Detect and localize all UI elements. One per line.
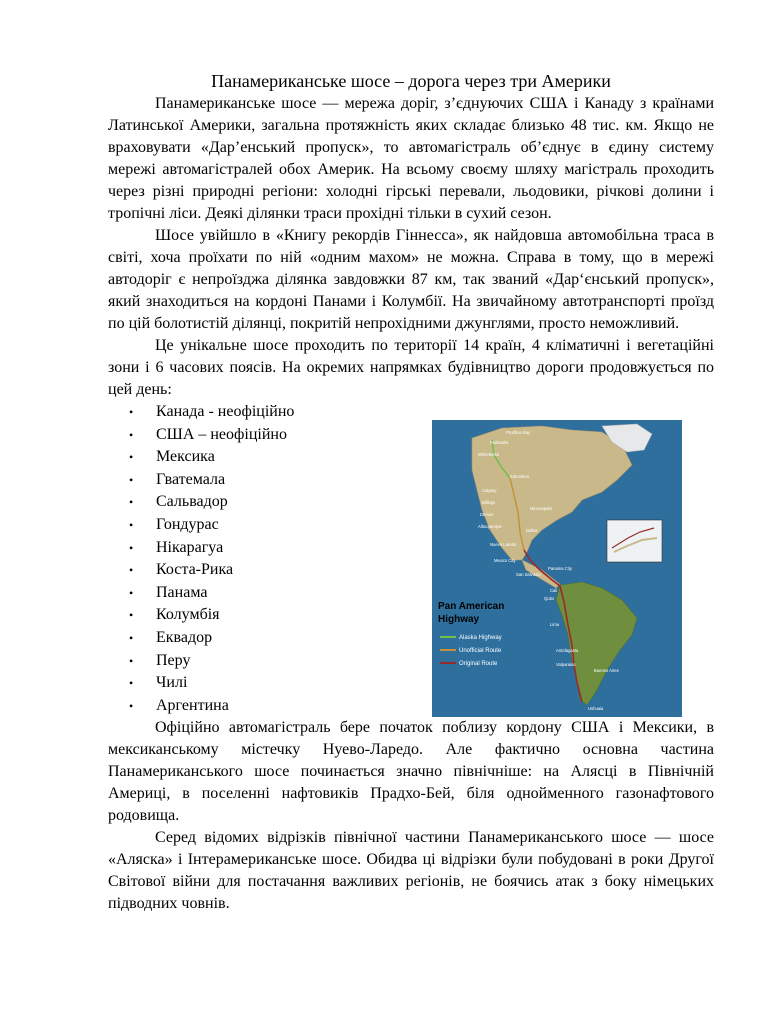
paragraph-2: Шосе увійшло в «Книгу рекордів Гіннесса», як найдовша автомобільна траса в світі, хоча проїхати по ній «одним махом» не можна. Справа в тому, що в мережі автодоріг є непроїзджа ділянка завдовжки 87 км, так званий «Дар‘єнський пропуск», який знаходиться на кордоні Панами і Колумбії. На звичайному автотранспорті проїзд по цій болотистій ділянці, покритій непрохідними джунглями, просто неможливий.: [108, 227, 714, 332]
bullet: •: [129, 585, 134, 600]
document-title: Панамериканське шосе – дорога через три Америки: [211, 71, 611, 91]
bullet: •: [129, 630, 134, 645]
map-label-billings: Billings: [482, 500, 496, 505]
bullet: •: [129, 676, 134, 691]
list-item: • Перу: [108, 650, 408, 673]
map-title-line1: Pan American: [438, 601, 505, 612]
bullet: •: [129, 608, 134, 623]
map-label-edmonton: Edmonton: [510, 474, 530, 479]
country-list: [108, 401, 408, 717]
list-item: • США – неофіційно: [108, 424, 408, 447]
map-label-nuevo-laredo: Nuevo Laredo: [490, 542, 517, 547]
map-label-prudhoe: Prudhoe Bay: [506, 430, 531, 435]
map-label-whitehorse: Whitehorse: [478, 452, 500, 457]
pan-american-highway-map: [432, 420, 682, 717]
list-item: • Аргентина: [108, 695, 408, 718]
document: [108, 70, 714, 915]
paragraph-1: Панамериканське шосе — мережа доріг, з’єднуючих США і Канаду з країнами Латинської Америки, загальна протяжність яких складає близько 48 тис. км. Якщо не враховувати «Дар’енський пропуск», то автомагістраль об’єднує в єдину систему мережі автомагістралей обох Америк. На всьому своєму шляху магістраль проходить через різні природні регіони: холодні гірські перевали, льодовики, річкові долини і тропічні ліси. Деякі ділянки траси прохідні тільки в сухий сезон.: [108, 95, 714, 222]
map-label-quito: Quito: [544, 596, 555, 601]
map-label-denver: Denver: [480, 512, 494, 517]
map-label-calgary: Calgary: [482, 488, 497, 493]
paragraph-5: Серед відомих відрізків північної частини Панамериканського шосе — шосе «Аляска» і Інтерамериканське шосе. Обидва ці відрізки були побудовані в роки Другої Світової війни для постачання важливих регіонів, не боячись атак з боку німецьких підводних човнів.: [108, 829, 714, 913]
paragraph-3: Це унікальне шосе проходить по території 14 країн, 4 кліматичні і вегетаційні зони і 6 часових поясів. На окремих напрямках будівництво дороги продовжується по цей день:: [108, 337, 714, 398]
bullet: •: [129, 495, 134, 510]
list-item: • Нікарагуа: [108, 537, 408, 560]
list-item: • Чилі: [108, 672, 408, 695]
list-item: • Канада - неофіційно: [108, 401, 408, 424]
map-label-lima: Lima: [550, 622, 560, 627]
list-item: • Еквадор: [108, 627, 408, 650]
bullet: •: [129, 653, 134, 668]
list-item: • Панама: [108, 582, 408, 605]
bullet: •: [129, 698, 134, 713]
list-item: • Мексика: [108, 446, 408, 469]
list-item: • Сальвадор: [108, 491, 408, 514]
map-label-dallas: Dallas: [526, 528, 538, 533]
list-item: • Колумбія: [108, 604, 408, 627]
list-item: • Коста-Рика: [108, 559, 408, 582]
map-label-buenos-aires: Buenos Aires: [594, 668, 619, 673]
bullet: •: [129, 517, 134, 532]
list-item: • Гондурас: [108, 514, 408, 537]
bullet: •: [129, 405, 134, 419]
map-label-mexico-city: Mexico City: [494, 558, 516, 563]
map-title-line2: Highway: [438, 614, 480, 625]
legend-original: Original Route: [459, 661, 498, 667]
map-label-ushuaia: Ushuaia: [588, 706, 604, 711]
map-label-cali: Cali: [550, 588, 558, 593]
map-label-minneapolis: Minneapolis: [530, 506, 553, 511]
legend-alaska: Alaska Highway: [459, 635, 502, 641]
map-label-san-salvador: San Salvador: [516, 572, 542, 577]
bullet: •: [129, 540, 134, 555]
list-item: • Гватемала: [108, 469, 408, 492]
map-label-valparaiso: Valparaiso: [556, 662, 576, 667]
map-label-panama-city: Panama City: [548, 566, 572, 571]
bullet: •: [129, 563, 134, 578]
paragraph-4: Офіційно автомагістраль бере початок поблизу кордону США і Мексики, в мексиканському містечку Нуево-Ларедо. Але фактично основна частина Панамериканського шосе починається значно північніше: на Алясці в Північній Америці, в поселенні нафтовиків Прадхо-Бей, біля однойменного газонафтового родовища.: [108, 719, 714, 825]
bullet: •: [129, 427, 134, 442]
map-label-albuquerque: Albuquerque: [478, 524, 502, 529]
legend-unofficial: Unofficial Route: [459, 648, 502, 654]
bullet: •: [129, 472, 134, 487]
map-label-fairbanks: Fairbanks: [490, 440, 509, 445]
darien-inset: [607, 520, 662, 562]
bullet: •: [129, 450, 134, 465]
map-label-antofagasta: Antofagasta: [556, 648, 579, 653]
